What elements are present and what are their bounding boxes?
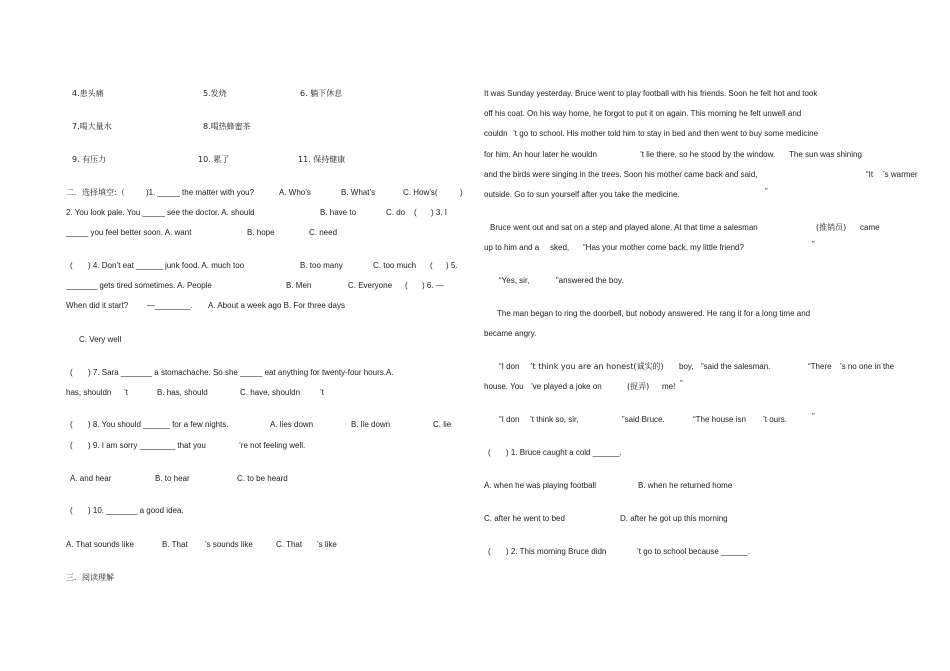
- question-7-option-c: C. have, shouldn: [240, 388, 301, 397]
- question-9-option-c: C. to be heard: [237, 474, 288, 483]
- question-2-option-c: C. do: [386, 208, 406, 217]
- vocab-item-7: 7.喝大量水: [72, 122, 112, 131]
- passage-line: came: [860, 223, 880, 232]
- reading-question-1-option-a: A. when he was playing football: [484, 481, 597, 490]
- passage-line: boy,: [679, 362, 694, 371]
- question-9-stem-end: ’re not feeling well.: [239, 441, 306, 450]
- passage-line: me!: [662, 382, 676, 391]
- passage-line: ’s no one in the: [840, 362, 895, 371]
- passage-line: ’t think you are an honest(诚实的): [530, 362, 664, 371]
- question-paren: (: [488, 547, 491, 556]
- question-6-blank: —________.: [147, 301, 193, 310]
- question-2-option-b: B. have to: [320, 208, 357, 217]
- question-3-number: ) 3. I: [431, 208, 448, 217]
- passage-line: “Has your mother come back, my little friend?: [583, 243, 744, 252]
- question-8-option-b: B. lie down: [351, 420, 391, 429]
- question-9-option-b: B. to hear: [155, 474, 190, 483]
- passage-line: couldn: [484, 129, 508, 138]
- question-9-stem: ) 9. I am sorry ________ that you: [88, 441, 206, 450]
- passage-line: ’ve played a joke on: [531, 382, 602, 391]
- question-paren: (: [70, 368, 73, 377]
- reading-question-2-stem-end: ’t go to school because ______.: [637, 547, 750, 556]
- vocab-item-10: 10. 累了: [198, 155, 230, 164]
- passage-line: and the birds were singing in the trees. Soon his mother came back and said,: [484, 170, 758, 179]
- question-8-option-c: C. lie: [433, 420, 452, 429]
- question-3-stem: _____ you feel better soon. A. want: [66, 228, 192, 237]
- question-6-stem: When did it start?: [66, 301, 129, 310]
- question-10-option-c: C. That: [276, 540, 303, 549]
- question-paren: (: [405, 281, 408, 290]
- passage-line: for him. An hour later he wouldn: [484, 150, 597, 159]
- question-4-option-c: C. too much: [373, 261, 417, 270]
- passage-line: off his coat. On his way home, he forgot to put it on again. This morning he felt unwell and: [484, 109, 802, 118]
- reading-question-2-stem: ) 2. This morning Bruce didn: [506, 547, 607, 556]
- question-6-option-c: C. Very well: [79, 335, 122, 344]
- passage-line: ”said Bruce.: [622, 415, 665, 424]
- question-paren: (: [414, 208, 417, 217]
- passage-line: ”: [812, 240, 815, 249]
- vocab-item-5: 5.发烧: [203, 89, 227, 98]
- question-3-option-c: C. need: [309, 228, 338, 237]
- question-5-option-b: B. Men: [286, 281, 312, 290]
- passage-line: ”said the salesman.: [701, 362, 771, 371]
- passage-line: ”answered the boy.: [556, 276, 624, 285]
- question-paren: ): [460, 188, 463, 197]
- question-10-option-a: A. That sounds like: [66, 540, 134, 549]
- passage-line: ’s warmer: [883, 170, 918, 179]
- question-10-stem: ) 10. _______ a good idea.: [88, 506, 184, 515]
- question-6-number: ) 6. —: [422, 281, 444, 290]
- question-5-number: ) 5.: [446, 261, 458, 270]
- passage-line: ’t go to school. His mother told him to stay in bed and then went to buy some medicine: [513, 129, 819, 138]
- question-5-option-c: C. Everyone: [348, 281, 393, 290]
- passage-line: The sun was shining: [789, 150, 862, 159]
- passage-line: Bruce went out and sat on a step and played alone. At that time a salesman: [490, 223, 758, 232]
- question-3-option-b: B. hope: [247, 228, 275, 237]
- passage-line: “I don: [499, 362, 520, 371]
- question-paren: (: [70, 441, 73, 450]
- passage-line: The man began to ring the doorbell, but nobody answered. He rang it for a long time and: [497, 309, 811, 318]
- passage-line: ”: [812, 412, 815, 421]
- vocab-item-6: 6. 躺下休息: [300, 89, 343, 98]
- question-7-option-b: B. has, should: [157, 388, 208, 397]
- passage-line: ’t ours.: [763, 415, 788, 424]
- passage-line: ’t think so, sir,: [530, 415, 579, 424]
- reading-question-1-stem: ) 1. Bruce caught a cold ______.: [506, 448, 622, 457]
- question-10-option-b: B. That: [162, 540, 188, 549]
- question-8-option-a: A. lies down: [270, 420, 314, 429]
- question-4-option-b: B. too many: [300, 261, 343, 270]
- passage-line: house. You: [484, 382, 524, 391]
- passage-line: It was Sunday yesterday. Bruce went to play football with his friends. Soon he felt hot and took: [484, 89, 818, 98]
- passage-line: ’t lie there, so he stood by the window.: [640, 150, 776, 159]
- question-7-option-a: has, shouldn: [66, 388, 112, 397]
- question-2-stem: 2. You look pale. You _____ see the doctor. A. should: [66, 208, 255, 217]
- question-paren: (: [430, 261, 433, 270]
- passage-line: ”: [765, 187, 768, 196]
- passage-line: ”: [680, 379, 683, 388]
- question-paren: (: [70, 261, 73, 270]
- question-8-stem: ) 8. You should ______ for a few nights.: [88, 420, 229, 429]
- reading-question-1-option-c: C. after he went to bed: [484, 514, 565, 523]
- passage-line: “There: [808, 362, 832, 371]
- passage-line: “Yes, sir,: [499, 276, 530, 285]
- question-7-option-c-suffix: ’t: [320, 388, 324, 397]
- question-10-option-b-suffix: ’s sounds like: [205, 540, 253, 549]
- passage-line: became angry.: [484, 329, 537, 338]
- question-paren: (: [70, 506, 73, 515]
- passage-line: “I don: [499, 415, 520, 424]
- question-10-option-c-suffix: ’s like: [317, 540, 337, 549]
- vocab-item-4: 4.患头痛: [72, 89, 104, 98]
- reading-question-1-option-d: D. after he got up this morning: [620, 514, 728, 523]
- passage-gloss: (捉弄): [627, 382, 650, 391]
- question-paren: (: [488, 448, 491, 457]
- question-1-option-c: C. How’s(: [403, 188, 438, 197]
- passage-line: sked,: [550, 243, 570, 252]
- vocab-item-8: 8.喝热蜂蜜茶: [203, 122, 251, 131]
- vocab-item-11: 11. 保持健康: [298, 155, 346, 164]
- reading-question-1-option-b: B. when he returned home: [638, 481, 733, 490]
- passage-line: outside. Go to sun yourself after you take the medicine.: [484, 190, 680, 199]
- question-9-option-a: A. and hear: [70, 474, 112, 483]
- section-2-title: 二．选择填空:（: [66, 188, 125, 197]
- question-5-stem: _______ gets tired sometimes. A. People: [66, 281, 212, 290]
- question-7-stem: ) 7. Sara _______ a stomachache. So she _____ eat anything for twenty-four hours.A.: [88, 368, 394, 377]
- section-3-title: 三．阅读理解: [66, 573, 114, 582]
- question-1-option-a: A. Who’s: [279, 188, 311, 197]
- passage-gloss: (推销员): [816, 223, 847, 232]
- question-6-options-ab: A. About a week ago B. For three days: [208, 301, 345, 310]
- question-7-option-a-suffix: ’t: [124, 388, 128, 397]
- question-4-stem: ) 4. Don’t eat ______ junk food. A. much too: [88, 261, 245, 270]
- question-paren: (: [70, 420, 73, 429]
- passage-line: “It: [866, 170, 874, 179]
- passage-line: “The house isn: [693, 415, 746, 424]
- vocab-item-9: 9. 有压力: [72, 155, 107, 164]
- question-1-stem: )1. _____ the matter with you?: [146, 188, 255, 197]
- passage-line: up to him and a: [484, 243, 540, 252]
- question-1-option-b: B. What’s: [341, 188, 376, 197]
